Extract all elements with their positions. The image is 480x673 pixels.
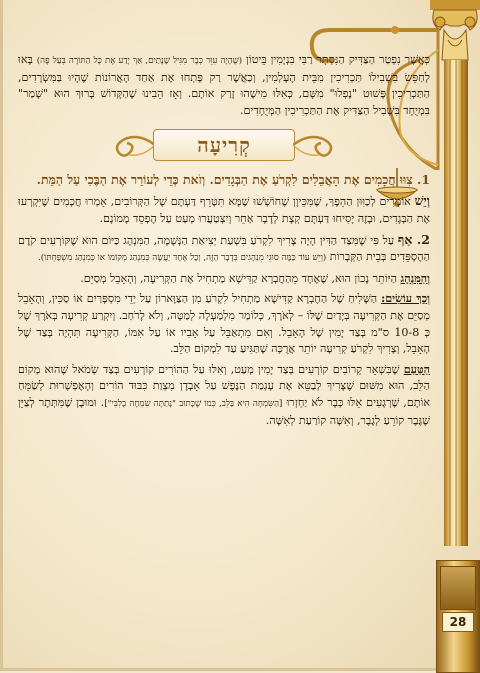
paragraph-5: הַטַּעַם שֶׁבִּשְׁאָר קְרוֹבִים קוֹרְעִים בְּצַד יָמִין מְעַט, וְאִלּוּ עַל הַהוֹרִים קוֹרְעִים בְּצַד שְׂמֹאל שֶׁהוּא מְקוֹם הַלֵּב, הוּא מִשּׁוּם שֶׁצָּרִיךְ לְבַטֵּא אֶת עָגְמַת הַנֶּפֶשׁ עַל אָבְדָן מִצְוַת כִּבּוּד הוֹרִים וְהָאֶפְשָׁרוּת לְשַׂמֵּחַ אוֹתָם, שֶׁרְגָעִים אֵלּוּ כְּבָר לֹא יַחְזְרוּ [הַשִּׂמְחָה הִיא בַּלֵּב, כְּמוֹ שֶׁכָּתוּב "נָתַתָּה שִׂמְחָה בְלִבִּי"]. וּמוּבָן שֶׁמִּתְּתָר לְצַיֵּן שֶׁגֶּבֶר קוֹרֵעַ לְגֶבֶר, וְאִשָּׁה קוֹרַעַת לְאִשָּׁה. (18, 362, 430, 427)
paragraph-1: וְיֵשׁ אוֹמְרִים לְכַוִּוּן הַהֵפֶךְ, שֶׁמִּכֵּיוָן שֶׁחוֹשְׁשׁוּ שֶׁמָּא תִּטָּרֵף דַּעְתָּם שֶׁל הַקְּרוֹבִים, אָמְרוּ חֲכָמִים שֶׁיִּקְרְעוּ אֶת הַבְּגָדִים, וּבָזֶה יָסִיחוּ דַּעְתָּם קְצָת לְדָבָר אַחֵר וְיִצְטַעֲרוּ מְעַט עַל הֶפְסֵד מָמוֹנָם. (18, 193, 430, 225)
intro-paragraph: כְּאֲשֶׁר נִפְטַר הַצַּדִּיק הַנִּסְתָּר רַבִּי בִּנְיָמִין בֵּיטוֹן (שֶׁהָיָה עִוֵּר כְּבָר מִגִּיל שָׁנָתַיִם, אַךְ יָדַע אֶת כָּל הַתּוֹרָה בְּעַל פֶּה) בָּאוּ לְחַפֵּשׂ בִּשְׁבִילוֹ תַּכְרִיכִין מִבֵּית הָעָלְמִין, וְכַאֲשֶׁר רַק פָּתְחוּ אֶת אַחַד הָאֲרוֹנוֹת שֶׁהָיוּ בַּמִּשְׂרָדִים, הַתַּכְרִיכִין פָּשׁוּט "נָפְלוּ" מִשָּׁם, כְּאִלּוּ מִישֶׁהוּ זָרַק אוֹתָם. וְאָז הֵבִינוּ שֶׁהַקָּדוֹשׁ בָּרוּךְ הוּא "שָׁמַר" בִּמְיֻחָד בִּשְׁבִיל הַצַּדִּיק אֶת הַתַּכְרִיכִין הַמְּיֻחָדִים. (18, 53, 431, 117)
rule-heading: 1. צִוּוּ חֲכָמִים אֶת הָאֲבֵלִים לִקְרֹעַ אֶת הַבְּגָדִים. וְזֹאת כְּדֵי לְעוֹרֵר אֶת הַבֶּכִי עַל הַמֵּת. (36, 172, 430, 188)
section-title-banner (109, 125, 339, 165)
decorative-column (430, 0, 480, 671)
scroll-ornament-icon (109, 131, 155, 159)
paragraph-4: וְכָךְ עוֹשִׂים: הַשָּׁלִיחַ שֶׁל הַחֶבְרָא קַדִּישָׁא מַתְחִיל לִקְרֹעַ מִן הַצַּוָּארוֹן עַל יְדֵי מִסְפָּרַיִם אוֹ סַכִּין, וְהָאָבֵל מְסַיֵּם אֶת הַקְּרִיעָה בְּיָדַיִם שֶׁלּוֹ – לְאֹרֶךְ, כְּלוֹמַר מִלְמַעְלָה לְמַטָּה, וְלֹא לָרֹחַב. וְיִקְרַע קְרִיעָה בְּאֹרֶךְ שֶׁל כְּ 10-8 ס"מ בְּצַד יָמִין שֶׁל הָאָבֵל. וְאִם מִתְאַבֵּל עַל אָבִיו אוֹ עַל אִמּוֹ, הַקְּרִיעָה תִּהְיֶה בְּצַד שֶׁל הָאָבֵל, וְצָרִיךְ לִקְרֹעַ קְרִיעָה יוֹתֵר אֲרֻכָּה שֶׁתַּגִּיעַ עַד לִמְקוֹם הַלֵּב. (18, 292, 430, 356)
column-capital (430, 0, 480, 64)
scroll-ornament-icon (293, 131, 339, 159)
carved-panel (440, 566, 476, 610)
section-title: קְרִיעָה (153, 129, 295, 161)
paragraph-2: 2. אַף עַל פִּי שֶׁמִּצַּד הַדִּין הָיָה צָרִיךְ לִקְרֹעַ בִּשְׁעַת יְצִיאַת הַנְּשָׁמָה, הַמִּנְהָג כַּיּוֹם הוּא שֶׁקּוֹרְעִים קֹדֶם הַהֶסְפֵּדִים בְּבֵית הַקְּבָרוֹת (וְיֵשׁ עוֹד כַּמָּה סוּגֵי מִנְהָגִים בְּדָבָר הַזֶּה, וְכָל אֶחָד יַעֲשֶׂה כְּמִנְהַג מְקוֹמוֹ אוֹ כְּמִנְהַג מִשְׁפַּחְתּוֹ). (18, 231, 430, 264)
main-text (18, 52, 430, 433)
page-number: 28 (442, 612, 474, 632)
column-shaft (444, 60, 468, 546)
paragraph-3: וְהַמִּנְהָג הַיּוֹתֵר נָכוֹן הוּא, שֶׁאֶחָד מֵהַחֲבְרָא קַדִּישָׁא מַתְחִיל אֶת הַקְּרִיעָה, וְהָאָבֵל מְסַיֵּם. (80, 271, 430, 285)
